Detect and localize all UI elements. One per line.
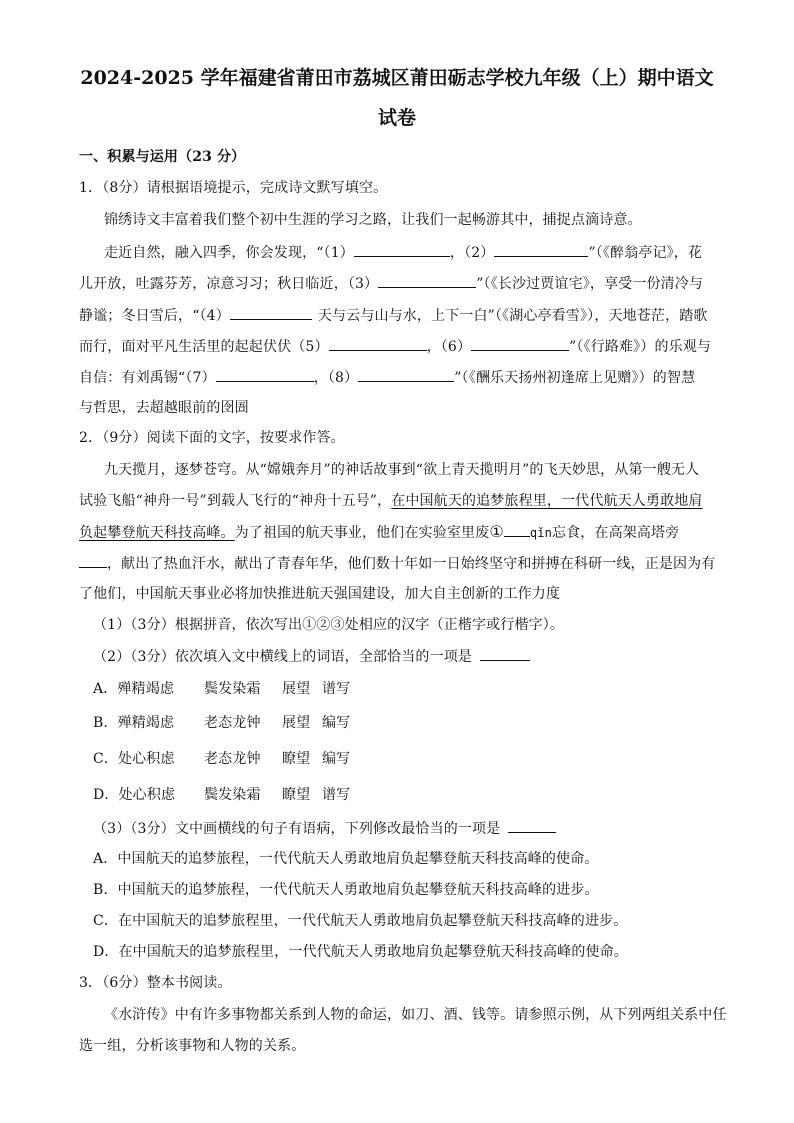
word-blank[interactable]: [79, 553, 107, 568]
question-1-line: 走近自然，融入四季，你会发现，“（1） ，（2） ”（《醉翁亭记》，花: [104, 242, 702, 263]
answer-blank-8[interactable]: [358, 367, 454, 382]
passage-line: 九天揽月，逐梦苍穹。从“嫦娥奔月”的神话故事到“欲上青天揽明月”的飞天妙思，从第一艘无人: [104, 462, 700, 478]
sub-question-2: （2）（3分）依次填入文中横线上的词语，全部恰当的一项是: [93, 646, 530, 667]
question-1-line: 而行，面对平凡生活里的起起伏伏（5） ，（6） ”（《行路难》）的乐观与: [79, 336, 711, 357]
sub-question-3: （3）（3分）文中画横线的句子有语病，下列修改最恰当的一项是: [93, 818, 556, 839]
option-d[interactable]: D．处心积虑 鬓发染霜 瞭望 谱写: [93, 787, 351, 803]
question-1-intro: 锦绣诗文丰富着我们整个初中生涯的学习之路，让我们一起畅游其中，捕捉点滴诗意。: [104, 212, 642, 228]
option-b[interactable]: B．殚精竭虑 老态龙钟 展望 编写: [93, 715, 351, 731]
section-heading: 一、积累与运用（23 分）: [79, 149, 246, 165]
exam-title-line2: 试卷: [377, 107, 416, 129]
question-3-line: 《水浒传》中有许多事物都关系到人物的命运，如刀、酒、钱等。请参照示例，从下列两组关系中任: [104, 1007, 727, 1023]
exam-title-line1: 2024-2025 学年福建省莆田市荔城区莆田砺志学校九年级（上）期中语文: [80, 67, 714, 89]
answer-blank[interactable]: [508, 818, 556, 833]
answer-blank-3[interactable]: [378, 273, 476, 288]
passage-line: 了他们，中国航天事业必将加快推进航天强国建设，加大自主创新的工作力度: [79, 586, 561, 602]
option-c[interactable]: C．在中国航天的追梦旅程里，一代代航天人勇敢地肩负起攀登航天科技高峰的进步。: [93, 913, 628, 929]
answer-blank-4[interactable]: [230, 305, 312, 320]
question-1-line: 儿开放，吐露芬芳，凉意习习；秋日临近，（3） ”（《长沙过贾谊宅》，享受一份清冷与: [79, 273, 703, 294]
question-3-line: 选一组，分析该事物和人物的关系。: [79, 1038, 306, 1054]
answer-blank[interactable]: [480, 646, 530, 661]
option-d[interactable]: D．在中国航天的追梦旅程里，一代代航天人勇敢地肩负起攀登航天科技高峰的使命。: [93, 944, 628, 960]
answer-blank-1[interactable]: [354, 242, 450, 257]
answer-blank-7[interactable]: [216, 367, 314, 382]
sub-question-1: （1）（3分）根据拼音，依次写出①②③处相应的汉字（正楷字或行楷字）。: [93, 617, 565, 633]
pinyin-blank-1[interactable]: [504, 522, 530, 537]
passage-line: 试验飞船“神舟一号”到载人飞行的“神舟十五号”，在中国航天的追梦旅程里，一代代航天人勇敢地肩: [79, 493, 703, 509]
circled-number-1: ①: [489, 522, 504, 541]
question-1-line: 静谧；冬日雪后，“（4） 天与云与山与水，上下一白”（《湖心亭看雪》），天地苍茫，踏歌: [79, 305, 708, 326]
option-c[interactable]: C．处心积虑 老态龙钟 瞭望 编写: [93, 751, 351, 767]
answer-blank-2[interactable]: [494, 242, 588, 257]
passage-line: ，献出了热血汗水，献出了青春年华，他们数十年如一日始终坚守和拼搏在科研一线，正是因为有: [79, 553, 715, 574]
underlined-sentence: 在中国航天的追梦旅程里，一代代航天人勇敢地肩: [391, 493, 703, 509]
option-a[interactable]: A．殚精竭虑 鬓发染霜 展望 谱写: [93, 681, 351, 697]
question-1-line: 自信：有刘禹锡“（7） ，（8） ”（《酬乐天扬州初逢席上见赠》）的智慧: [79, 367, 695, 388]
passage-line: 负起攀登航天科技高峰。为了祖国的航天事业，他们在实验室里废① qǐn忘食，在高架高塔旁: [79, 522, 680, 541]
option-b[interactable]: B．中国航天的追梦旅程，一代代航天人勇敢地肩负起攀登航天科技高峰的进步。: [93, 882, 599, 898]
question-3-stem: 3．（6分）整本书阅读。: [79, 975, 232, 991]
underlined-sentence: 负起攀登航天科技高峰。: [79, 525, 235, 541]
question-1-line: 与哲思，去超越眼前的囹圄: [79, 400, 249, 416]
question-2-stem: 2．（9分）阅读下面的文字，按要求作答。: [79, 430, 345, 446]
question-1-stem: 1．（8分）请根据语境提示，完成诗文默写填空。: [79, 180, 388, 196]
pinyin-hint: qǐn: [529, 526, 552, 540]
answer-blank-6[interactable]: [471, 336, 569, 351]
answer-blank-5[interactable]: [329, 336, 427, 351]
option-a[interactable]: A．中国航天的追梦旅程，一代代航天人勇敢地肩负起攀登航天科技高峰的使命。: [93, 851, 599, 867]
